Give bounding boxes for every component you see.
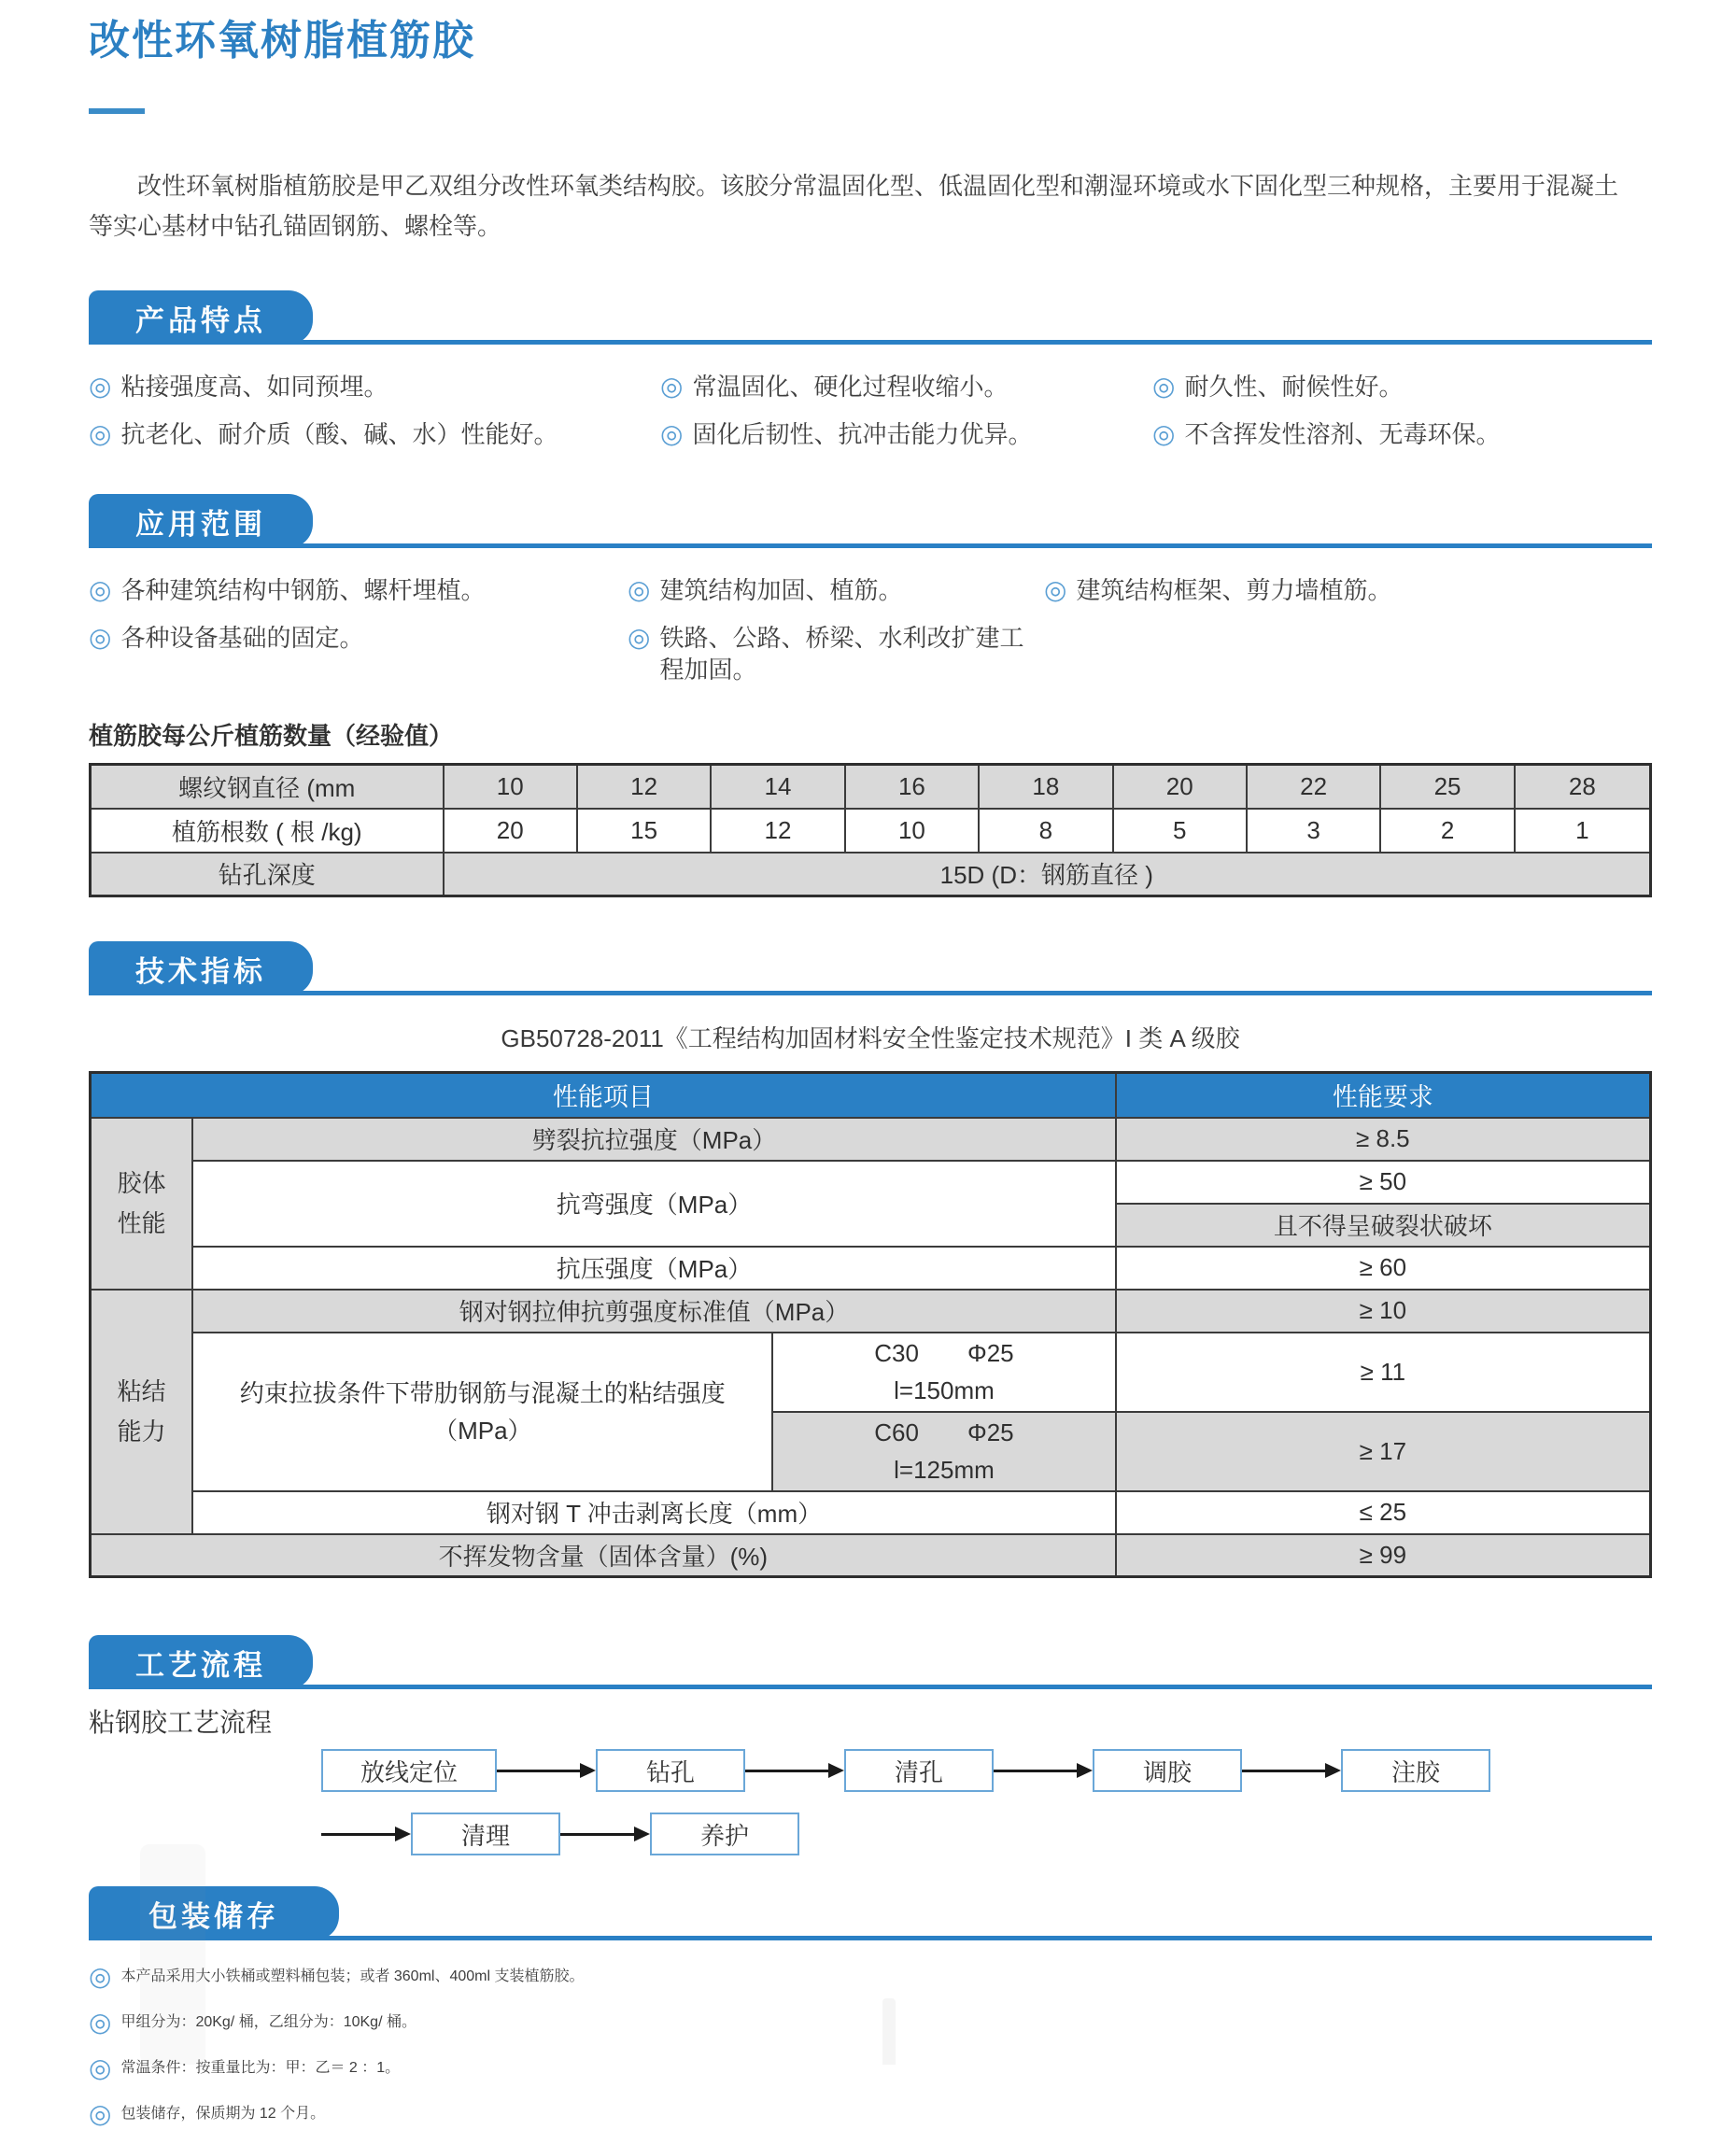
title-underline [89, 108, 145, 114]
value-cell: 3 [1247, 809, 1380, 853]
bullet-text: 建筑结构框架、剪力墙植筋。 [1076, 576, 1392, 604]
page-title: 改性环氧树脂植筋胶 [89, 18, 475, 63]
double-circle-bullet-icon: ◎ [1152, 372, 1176, 401]
double-circle-bullet-icon: ◎ [89, 419, 112, 448]
section-badge-label: 应用范围 [135, 507, 266, 541]
table-row [91, 809, 1651, 853]
req-cell: ≥ 50 [1116, 1161, 1651, 1204]
bullet-text: 各种建筑结构中钢筋、螺杆埋植。 [120, 576, 486, 604]
table-row [91, 765, 1651, 809]
list-item [1152, 371, 1652, 402]
section-badge-label: 产品特点 [135, 303, 266, 337]
table-row [91, 1534, 1651, 1577]
section-badge-features [89, 290, 313, 345]
double-circle-bullet-icon: ◎ [89, 2053, 112, 2082]
bullet-text: 常温固化、硬化过程收缩小。 [692, 373, 1009, 401]
req-cell: ≥ 8.5 [1116, 1118, 1651, 1161]
flow-step-box: 钻孔 [596, 1749, 745, 1792]
value-cell: 12 [577, 765, 711, 809]
section-badge-label: 工艺流程 [135, 1648, 266, 1682]
flow-step-box: 养护 [650, 1813, 799, 1855]
tech-spec-table [89, 1071, 1652, 1578]
bullet-text: 粘接强度高、如同预埋。 [120, 373, 388, 401]
bullet-text: 不含挥发性溶剂、无毒环保。 [1184, 420, 1501, 448]
value-cell: 2 [1380, 809, 1514, 853]
bullet-text: 本产品采用大小铁桶或塑料桶包装；或者 360ml、400ml 支装植筋胶。 [120, 1968, 585, 1984]
value-cell: 25 [1380, 765, 1514, 809]
double-circle-bullet-icon: ◎ [1152, 419, 1176, 448]
section-badge-packaging [89, 1886, 339, 1940]
value-cell: 28 [1515, 765, 1651, 809]
right-arrow-icon [321, 1827, 411, 1842]
table-row [91, 1333, 1651, 1412]
item-line: 约束拉拔条件下带肋钢筋与混凝土的粘结强度 [239, 1378, 726, 1407]
bullet-text: 抗老化、耐介质（酸、碱、水）性能好。 [120, 420, 558, 448]
double-circle-bullet-icon: ◎ [89, 372, 112, 401]
req-cell: 且不得呈破裂状破坏 [1116, 1204, 1651, 1247]
req-cell: ≥ 17 [1116, 1412, 1651, 1491]
table-row [91, 1247, 1651, 1290]
table-row [91, 853, 1651, 896]
list-item [660, 371, 1152, 402]
double-circle-bullet-icon: ◎ [89, 1962, 112, 1991]
value-cell: 16 [845, 765, 979, 809]
value-cell: 10 [845, 809, 979, 853]
list-item [628, 622, 1044, 685]
value-cell: 18 [979, 765, 1112, 809]
value-cell: 10 [444, 765, 577, 809]
section-badge-label: 技术指标 [135, 954, 266, 988]
bullet-text: 甲组分为：20Kg/ 桶，乙组分为：10Kg/ 桶。 [120, 2014, 416, 2030]
bullet-text: 固化后韧性、抗冲击能力优异。 [692, 420, 1033, 448]
value-cell: 14 [711, 765, 844, 809]
list-item [1044, 574, 1652, 606]
bullet-text: 包装储存，保质期为 12 个月。 [120, 2106, 326, 2122]
item-cell: 劈裂抗拉强度（MPa） [192, 1118, 1115, 1161]
value-cell: 22 [1247, 765, 1380, 809]
value-cell: 12 [711, 809, 844, 853]
row-label-cell: 螺纹钢直径 (mm [91, 765, 444, 809]
right-arrow-icon [1242, 1763, 1341, 1779]
table-header-row [91, 1073, 1651, 1118]
section-header-applications [89, 497, 1652, 548]
flow-step-box: 调胶 [1093, 1749, 1242, 1792]
condition-line: l=125mm [894, 1456, 995, 1484]
item-cell: 抗压强度（MPa） [192, 1247, 1115, 1290]
table-row [91, 1118, 1651, 1161]
header-cell: 性能项目 [91, 1073, 1116, 1118]
bullet-text: 建筑结构加固、植筋。 [659, 576, 903, 604]
section-header-packaging [89, 1889, 1652, 1940]
value-cell: 1 [1515, 809, 1651, 853]
req-cell: ≥ 11 [1116, 1333, 1651, 1412]
group-cell [91, 1290, 193, 1534]
condition-cell [772, 1333, 1115, 1412]
table-row [91, 1290, 1651, 1333]
bullet-text: 常温条件：按重量比为：甲：乙＝ 2 ：1。 [120, 2060, 401, 2076]
list-item [660, 418, 1152, 450]
right-arrow-icon [497, 1763, 596, 1779]
intro-line: 改性环氧树脂植筋胶是甲乙双组分改性环氧类结构胶。该胶分常温固化型、低温固化型和潮湿环境或水下固化型三种规格，主要用于混凝土 [137, 172, 1619, 200]
condition-cell [772, 1412, 1115, 1491]
rebar-table-heading: 植筋胶每公斤植筋数量（经验值） [89, 722, 454, 750]
header-cell: 性能要求 [1116, 1073, 1651, 1118]
bullet-text: 铁路、公路、桥梁、水利改扩建工程加固。 [659, 624, 1024, 684]
condition-line: C60 Φ25 [874, 1418, 1014, 1446]
list-item [89, 2098, 1652, 2130]
flow-row-1 [321, 1749, 1652, 1792]
list-item [89, 1961, 1652, 1993]
value-cell: 20 [444, 809, 577, 853]
flow-step-box: 清理 [411, 1813, 560, 1855]
list-item [628, 574, 1044, 606]
group-label: 粘结能力 [117, 1376, 166, 1446]
list-item [89, 2007, 1652, 2038]
bullet-text: 各种设备基础的固定。 [120, 624, 364, 652]
double-circle-bullet-icon: ◎ [1044, 575, 1067, 604]
applications-list [89, 574, 1652, 685]
rebar-count-table [89, 763, 1652, 897]
flow-step-box: 清孔 [844, 1749, 994, 1792]
item-line: （MPa） [433, 1416, 532, 1445]
list-item [89, 371, 660, 402]
section-header-process [89, 1638, 1652, 1689]
intro-paragraph [89, 166, 1652, 247]
group-cell [91, 1118, 193, 1290]
tech-standard-caption: GB50728-2011《工程结构加固材料安全性鉴定技术规范》I 类 A 级胶 [501, 1024, 1240, 1052]
row-label-cell: 钻孔深度 [91, 853, 444, 896]
list-item [89, 622, 628, 685]
section-badge-process [89, 1635, 313, 1689]
bullet-text: 耐久性、耐候性好。 [1184, 373, 1404, 401]
item-cell: 抗弯强度（MPa） [192, 1161, 1115, 1247]
req-cell: ≤ 25 [1116, 1491, 1651, 1534]
right-arrow-icon [994, 1763, 1093, 1779]
section-badge-applications [89, 494, 313, 548]
double-circle-bullet-icon: ◎ [660, 419, 684, 448]
features-list [89, 371, 1652, 450]
item-cell: 钢对钢 T 冲击剥离长度（mm） [192, 1491, 1115, 1534]
section-header-tech [89, 944, 1652, 995]
double-circle-bullet-icon: ◎ [89, 2099, 112, 2128]
list-item [89, 418, 660, 450]
group-label: 胶体性能 [117, 1168, 166, 1237]
double-circle-bullet-icon: ◎ [628, 623, 651, 652]
flow-step-box: 注胶 [1341, 1749, 1490, 1792]
intro-line: 等实心基材中钻孔锚固钢筋、螺栓等。 [89, 212, 502, 240]
double-circle-bullet-icon: ◎ [89, 575, 112, 604]
value-cell: 15D (D：钢筋直径 ) [444, 853, 1651, 896]
double-circle-bullet-icon: ◎ [660, 372, 684, 401]
section-badge-label: 包装储存 [148, 1899, 279, 1933]
item-cell: 不挥发物含量（固体含量）(%) [91, 1534, 1116, 1577]
list-item [89, 574, 628, 606]
table-row [91, 1161, 1651, 1204]
req-cell: ≥ 99 [1116, 1534, 1651, 1577]
condition-line: C30 Φ25 [874, 1339, 1014, 1367]
packaging-list [89, 1961, 1652, 2130]
req-cell: ≥ 60 [1116, 1247, 1651, 1290]
value-cell: 15 [577, 809, 711, 853]
section-badge-tech [89, 941, 313, 995]
list-item [1152, 418, 1652, 450]
right-arrow-icon [745, 1763, 844, 1779]
condition-line: l=150mm [894, 1376, 995, 1404]
double-circle-bullet-icon: ◎ [89, 2008, 112, 2037]
flow-step-box: 放线定位 [321, 1749, 497, 1792]
item-cell [192, 1333, 772, 1491]
req-cell: ≥ 10 [1116, 1290, 1651, 1333]
double-circle-bullet-icon: ◎ [628, 575, 651, 604]
item-cell: 钢对钢拉伸抗剪强度标准值（MPa） [192, 1290, 1115, 1333]
right-arrow-icon [560, 1827, 650, 1842]
section-header-features [89, 293, 1652, 345]
value-cell: 20 [1113, 765, 1247, 809]
flow-label: 粘钢胶工艺流程 [89, 1708, 273, 1737]
flow-row-2 [321, 1813, 1652, 1855]
value-cell: 8 [979, 809, 1112, 853]
table-row [91, 1491, 1651, 1534]
row-label-cell: 植筋根数 ( 根 /kg) [91, 809, 444, 853]
value-cell: 5 [1113, 809, 1247, 853]
double-circle-bullet-icon: ◎ [89, 623, 112, 652]
list-item [89, 2052, 1652, 2084]
